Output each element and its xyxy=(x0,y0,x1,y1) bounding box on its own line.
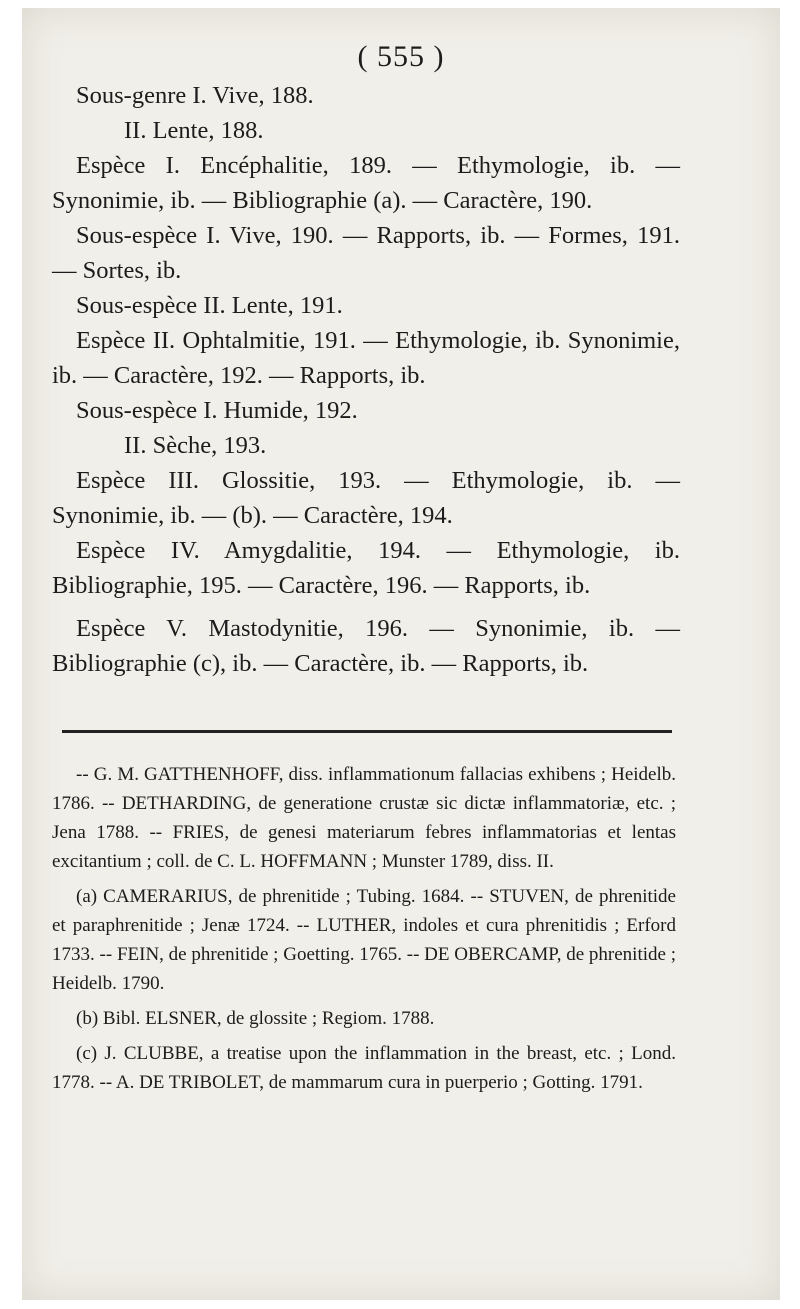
toc-entry-species-1: Espèce I. Encéphalitie, 189. — Ethymologie, ib. — Synonimie, ib. — Bibliographie (a). — Caractère, 190. xyxy=(52,152,680,214)
footnote-a: (a) CAMERARIUS, de phrenitide ; Tubing. 1684. -- STUVEN, de phrenitide et paraphrenitide ; Jenæ 1724. -- LUTHER, indoles et cura phrenitidis ; Erford 1733. -- FEIN, de phrenitide ; Goetting. 1765. -- DE OBERCAMP, de phrenitide ; Heidelb. 1790. xyxy=(52,886,676,994)
toc-entry-subspecies-2-2: II. Sèche, 193. xyxy=(124,432,267,459)
toc-entry-subgenus-2: II. Lente, 188. xyxy=(124,117,264,144)
toc-entry-species-5: Espèce V. Mastodynitie, 196. — Synonimie, ib. — Bibliographie (c), ib. — Caractère, ib. — Rapports, ib. xyxy=(52,615,680,677)
toc-entry-species-2: Espèce II. Ophtalmitie, 191. — Ethymologie, ib. Synonimie, ib. — Caractère, 192. — Rapports, ib. xyxy=(52,327,680,389)
footnote-c: (c) J. CLUBBE, a treatise upon the inflammation in the breast, etc. ; Lond. 1778. -- A. DE TRIBOLET, de mammarum cura in puerperio ; Gotting. 1791. xyxy=(52,1043,676,1093)
toc-entry-subspecies-1-2: Sous-espèce II. Lente, 191. xyxy=(76,292,343,319)
table-of-contents xyxy=(52,78,680,681)
book-page xyxy=(22,8,780,1300)
toc-entry-species-3: Espèce III. Glossitie, 193. — Ethymologie, ib. — Synonimie, ib. — (b). — Caractère, 194. xyxy=(52,467,680,529)
toc-entry-subgenus-1: Sous-genre I. Vive, 188. xyxy=(76,82,314,109)
footnotes xyxy=(52,760,676,1103)
footnote-separator-rule xyxy=(62,730,672,733)
toc-entry-subspecies-2-1: Sous-espèce I. Humide, 192. xyxy=(76,397,358,424)
page-number: ( 555 ) xyxy=(357,40,445,73)
toc-entry-species-4: Espèce IV. Amygdalitie, 194. — Ethymologie, ib. Bibliographie, 195. — Caractère, 196. — Rapports, ib. xyxy=(52,537,680,599)
footnote-continuation: -- G. M. GATTHENHOFF, diss. inflammationum fallacias exhibens ; Heidelb. 1786. -- DETHARDING, de generatione crustæ sic dictæ inflammatoriæ, etc. ; Jena 1788. -- FRIES, de genesi materiarum febres inflammatorias et lentas excitantium ; coll. de C. L. HOFFMANN ; Munster 1789, diss. II. xyxy=(52,764,676,872)
footnote-b: (b) Bibl. ELSNER, de glossite ; Regiom. 1788. xyxy=(76,1008,435,1029)
toc-entry-subspecies-1-1: Sous-espèce I. Vive, 190. — Rapports, ib. — Formes, 191. — Sortes, ib. xyxy=(52,222,680,284)
